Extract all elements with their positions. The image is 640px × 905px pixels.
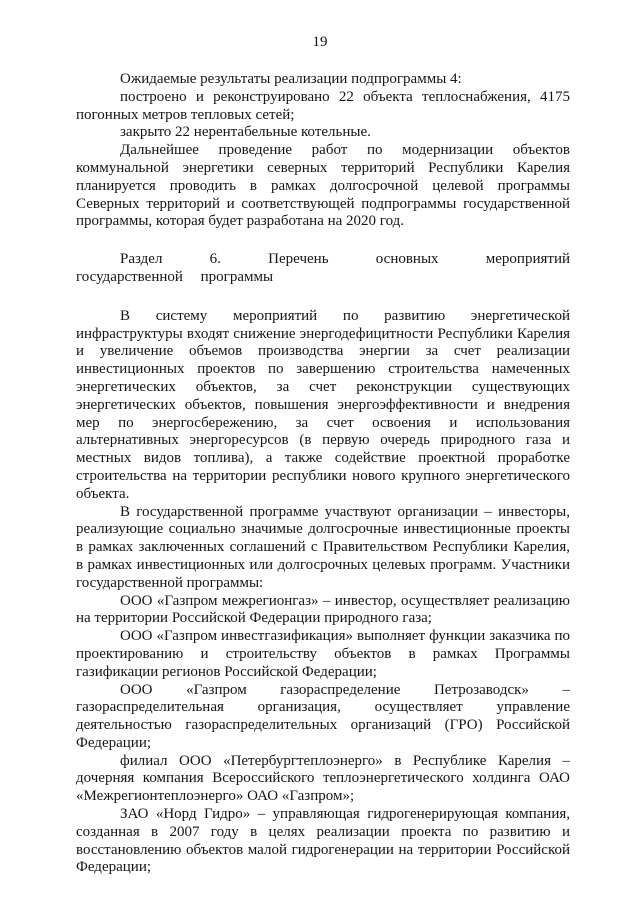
participant-peterburgteploenergo: филиал ООО «Петербургтеплоэнерго» в Республике Карелия – дочерняя компания Всероссийского теплоэнергетического холдинга ОАО «Межрегионтеплоэнерго» ОАО «Газпром»; — [76, 752, 570, 805]
participant-nord-gidro: ЗАО «Норд Гидро» – управляющая гидрогенерирующая компания, созданная в 2007 году в целях реализации проекта по развитию и восстановлению объектов малой гидрогенерации на территории Российской Федерации; — [76, 806, 570, 876]
expected-results-item-1: построено и реконструировано 22 объекта теплоснабжения, 4175 погонных метров тепловых сетей; — [76, 88, 570, 123]
participants-intro-paragraph: В государственной программе участвуют организации – инвесторы, реализующие социально значимые долгосрочные инвестиционные проекты в рамках заключенных соглашений с Правительством Республики Карелия, в рамках инвестиционных или долгосрочных целевых программ. Участники государственной программы: — [76, 503, 570, 591]
section-6-heading: Раздел 6. Перечень основных мероприятий государственной программы — [76, 251, 570, 285]
participant-gazprom-mezhregiongaz: ООО «Газпром межрегионгаз» – инвестор, осуществляет реализацию на территории Российской Федерации природного газа; — [76, 592, 570, 627]
expected-results-intro: Ожидаемые результаты реализации подпрограммы 4: — [120, 71, 462, 87]
expected-results-item-2: закрыто 22 нерентабельные котельные. — [120, 124, 371, 141]
participant-gazprom-gazoraspredelenie: ООО «Газпром газораспределение Петрозаводск» – газораспределительная организация, осуществляет управление деятельностью газораспределительных организаций (ГРО) Российской Федерации; — [76, 681, 570, 751]
measures-system-paragraph: В систему мероприятий по развитию энергетической инфраструктуры входят снижение энергодефицитности Республики Карелия и увеличение объемов производства энергии за счет реализации инвестиционных проектов по завершению строительства намеченных энергетических объектов, за счет реконструкции существующих энергетических объектов, повышения энергоэффективности и внедрения мер по энергосбережению, за счет освоения и использования альтернативных энергоресурсов (в первую очередь природного газа и местных видов топлива), а также содействие проектной проработке строительства на территории республики нового крупного энергетического объекта. — [76, 307, 570, 502]
page-number: 19 — [312, 34, 328, 50]
document-body — [76, 71, 570, 877]
participant-gazprom-investgazifikatsiya: ООО «Газпром инвестгазификация» выполняет функции заказчика по проектированию и строительству объектов в рамках Программы газификации регионов Российской Федерации; — [76, 628, 570, 680]
further-work-paragraph: Дальнейшее проведение работ по модернизации объектов коммунальной энергетики северных территорий Республики Карелия планируется проводить в рамках долгосрочной целевой программы Северных территорий и соответствующей подпрограммы государственной программы, которая будет разработана на 2020 год. — [76, 142, 570, 230]
